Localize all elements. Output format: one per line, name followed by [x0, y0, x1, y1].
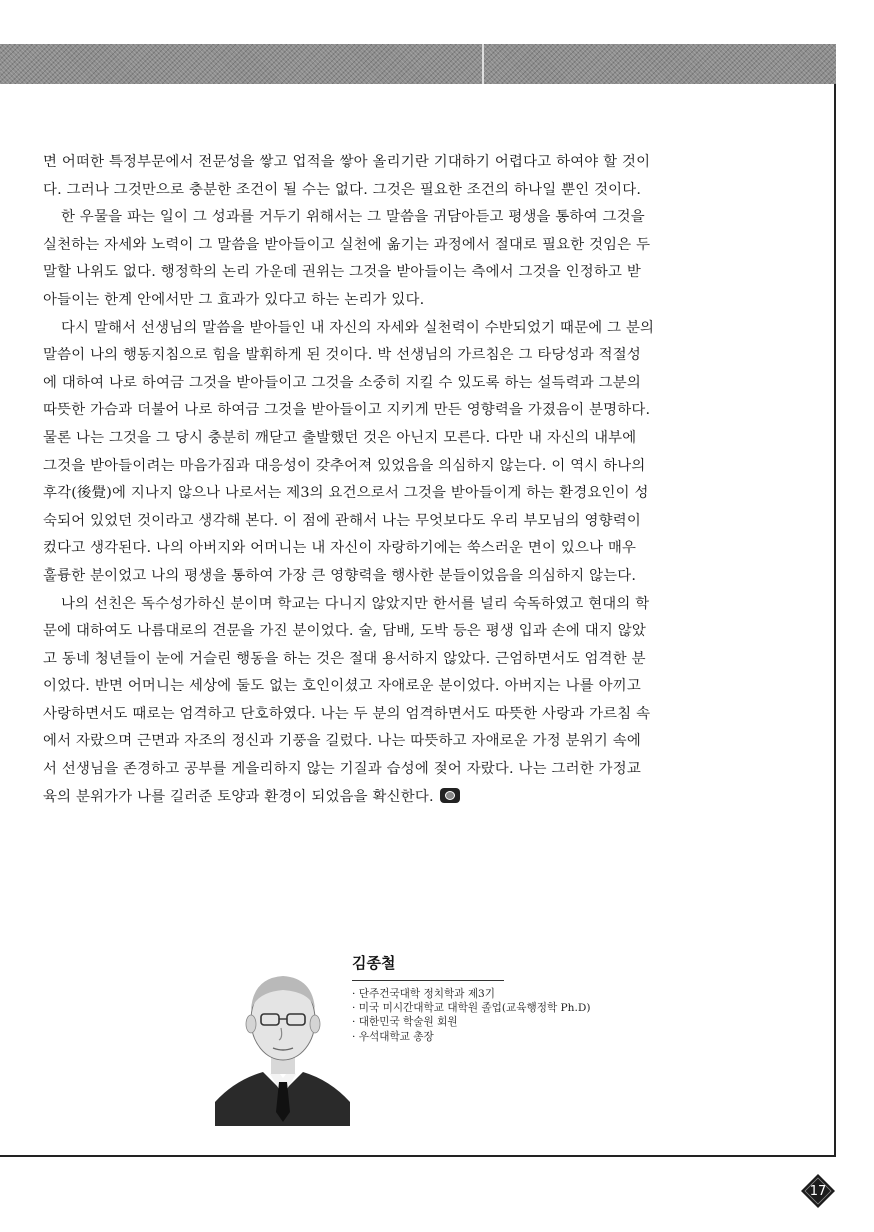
text-line: 에서 자랐으며 근면과 자조의 정신과 기풍을 길렀다. 나는 따뜻하고 자애로운 가정 분위기 속에 — [43, 733, 641, 750]
text-line: 면 어떠한 특정부문에서 전문성을 쌓고 업적을 쌓아 올리기란 기대하기 어렵다고 하여야 할 것이 — [43, 154, 651, 170]
text-line: 사랑하면서도 때로는 엄격하고 단호하였다. 나는 두 분의 엄격하면서도 따뜻한 사랑과 가르침 속 — [43, 705, 651, 722]
text-line: 다시 말해서 선생님의 말씀을 받아들인 내 자신의 자세와 실천력이 수반되었기 때문에 그 분의 — [61, 319, 655, 336]
paragraph-3 — [43, 315, 729, 591]
header-band-seam — [482, 44, 484, 84]
header-pattern-band — [0, 44, 836, 84]
text-line: 숙되어 있었던 것이라고 생각해 본다. 이 점에 관해서 나는 무엇보다도 우리 부모님의 영향력이 — [43, 512, 641, 529]
text-line: 고 동네 청년들이 눈에 거슬린 행동을 하는 것은 절대 용서하지 않았다. 근엄하면서도 엄격한 분 — [43, 650, 646, 667]
article-body — [43, 149, 729, 811]
text-line: 후각(後覺)에 지나지 않으나 나로서는 제3의 요건으로서 그것을 받아들이게 하는 환경요인이 성 — [43, 485, 649, 502]
text-line: 서 선생님을 존경하고 공부를 게을리하지 않는 기질과 습성에 젖어 자랐다. 나는 그러한 가정교 — [43, 761, 641, 778]
author-info — [352, 952, 642, 1044]
text-line: 다. 그러나 그것만으로 충분한 조건이 될 수는 없다. 그것은 필요한 조건의 하나일 뿐인 것이다. — [43, 181, 642, 198]
author-portrait — [215, 962, 350, 1126]
page-number-badge — [800, 1173, 836, 1209]
page-right-border — [834, 84, 836, 1157]
page-bottom-border — [0, 1155, 836, 1157]
credential-item: · 대한민국 학술원 회원 — [352, 1015, 642, 1029]
paragraph-2 — [43, 204, 729, 314]
text-line: 실천하는 자세와 노력이 그 말씀을 받아들이고 실천에 옮기는 과정에서 절대로 필요한 것임은 두 — [43, 236, 651, 253]
paragraph-4 — [43, 591, 729, 812]
text-line: 에 대하여 나로 하여금 그것을 받아들이고 그것을 소중히 지킬 수 있도록 하는 설득력과 그분의 — [43, 374, 641, 391]
text-line: 한 우물을 파는 일이 그 성과를 거두기 위해서는 그 말씀을 귀담아듣고 평생을 통하여 그것을 — [61, 209, 645, 226]
paragraph-1 — [43, 149, 729, 204]
credential-item: · 우석대학교 총장 — [352, 1030, 642, 1044]
text-line: 문에 대하여도 나름대로의 견문을 가진 분이었다. 술, 담배, 도박 등은 평생 입과 손에 대지 않았 — [43, 623, 646, 640]
author-portrait-illustration — [215, 962, 350, 1126]
text-line-content: 육의 분위가가 나를 길러준 토양과 환경이 되었음을 확신한다. — [43, 788, 434, 805]
author-name: 김종철 — [352, 952, 504, 981]
text-line: 아들이는 한계 안에서만 그 효과가 있다고 하는 논리가 있다. — [43, 291, 425, 308]
text-line: 컸다고 생각된다. 나의 아버지와 어머니는 내 자신이 자랑하기에는 쑥스러운 면이 있으나 매우 — [43, 540, 637, 557]
credential-item: · 미국 미시간대학교 대학원 졸업(교육행정학 Ph.D) — [352, 1001, 642, 1015]
text-line — [43, 784, 729, 812]
article-end-mark-icon — [440, 788, 460, 803]
author-credentials — [352, 987, 642, 1044]
text-line: 말씀이 나의 행동지침으로 힘을 발휘하게 된 것이다. 박 선생님의 가르침은 그 타당성과 적절성 — [43, 347, 641, 364]
text-line: 따뜻한 가슴과 더불어 나로 하여금 그것을 받아들이고 지키게 만든 영향력을 가졌음이 분명하다. — [43, 402, 651, 419]
text-line: 그것을 받아들이려는 마음가짐과 대응성이 갖추어져 있었음을 의심하지 않는다. 이 역시 하나의 — [43, 457, 646, 474]
page-number: 17 — [809, 1183, 827, 1199]
text-line: 나의 선친은 독수성가하신 분이며 학교는 다니지 않았지만 한서를 널리 숙독하였고 현대의 학 — [61, 595, 650, 612]
text-line: 물론 나는 그것을 그 당시 충분히 깨닫고 출발했던 것은 아닌지 모른다. 다만 내 자신의 내부에 — [43, 429, 637, 446]
credential-item: · 단주건국대학 정치학과 제3기 — [352, 987, 642, 1001]
text-line: 이었다. 반면 어머니는 세상에 둘도 없는 호인이셨고 자애로운 분이었다. 아버지는 나를 아끼고 — [43, 678, 641, 695]
text-line: 말할 나위도 없다. 행정학의 논리 가운데 권위는 그것을 받아들이는 측에서 그것을 인정하고 받 — [43, 264, 641, 281]
text-line: 훌륭한 분이었고 나의 평생을 통하여 가장 큰 영향력을 행사한 분들이었음을 의심하지 않는다. — [43, 567, 637, 584]
